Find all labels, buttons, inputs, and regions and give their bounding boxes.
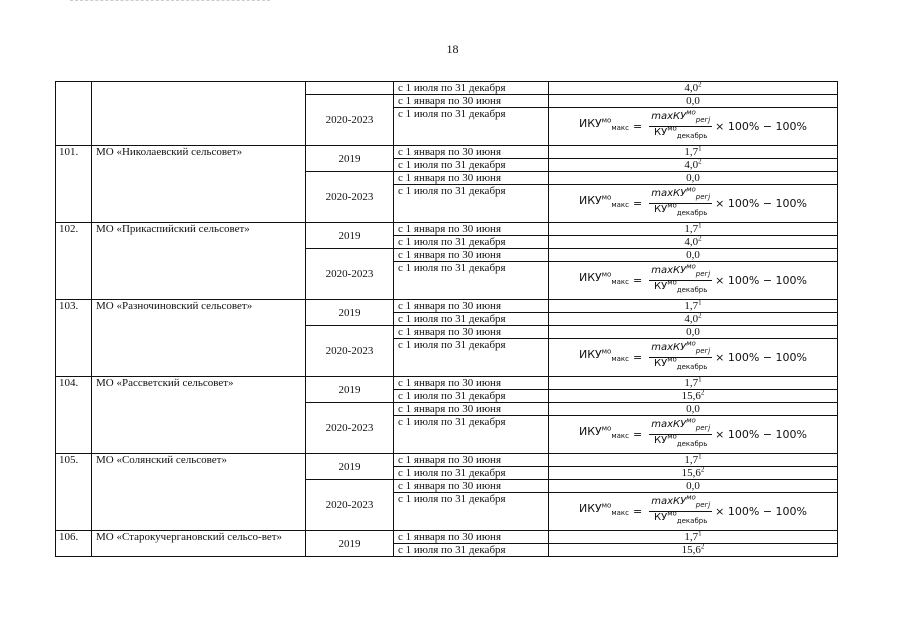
period-range: с 1 января по 30 июня [394,454,549,467]
value-text: 0,0 [686,172,700,184]
period-year: 2019 [306,454,394,480]
index-value [549,390,838,403]
period-year: 2020-2023 [306,326,394,377]
table-row [56,377,838,390]
index-formula-cell [549,493,838,531]
period-range: с 1 января по 30 июня [394,95,549,108]
period-range: с 1 июля по 31 декабря [394,236,549,249]
period-range: с 1 июля по 31 декабря [394,262,549,300]
index-value [549,531,838,544]
period-year: 2020-2023 [306,172,394,223]
municipality-name: МО «Рассветский сельсовет» [92,377,306,454]
period-range: с 1 января по 30 июня [394,172,549,185]
value-text: 0,0 [686,326,700,338]
period-range: с 1 января по 30 июня [394,146,549,159]
index-value [549,95,838,108]
value-text: 4,0 [684,313,699,325]
municipality-name [92,82,306,146]
municipality-name: МО «Разночиновский сельсовет» [92,300,306,377]
value-text: 1,7 [684,377,699,389]
index-value [549,223,838,236]
footnote-marker: 2 [700,465,705,474]
footnote-marker: 1 [698,144,702,153]
row-number: 104. [56,377,92,454]
table-row [56,146,838,159]
table-row [56,531,838,544]
period-range: с 1 января по 30 июня [394,326,549,339]
row-number [56,82,92,146]
period-range: с 1 января по 30 июня [394,249,549,262]
index-formula-cell [549,416,838,454]
period-year: 2019 [306,300,394,326]
period-range: с 1 июля по 31 декабря [394,339,549,377]
index-formula-cell [549,108,838,146]
period-year: 2019 [306,223,394,249]
municipality-name: МО «Прикаспийский сельсовет» [92,223,306,300]
period-range: с 1 января по 30 июня [394,480,549,493]
period-year: 2020-2023 [306,95,394,146]
value-text: 15,6 [681,544,701,556]
index-formula: $ИКУ^{мо}_{макс}$ = $\frac{\max КУ^{мо}_{регj}}{КУ^{мо}_{декабрь}}$ × 100% − 100% [579,493,807,525]
index-value [549,146,838,159]
period-year [306,82,394,95]
index-formula-cell [549,185,838,223]
index-formula: $ИКУ^{мо}_{макс}$ = $\frac{\max КУ^{мо}_{регj}}{КУ^{мо}_{декабрь}}$ × 100% − 100% [579,416,807,448]
period-range: с 1 июля по 31 декабря [394,82,549,95]
period-year: 2019 [306,146,394,172]
period-range: с 1 июля по 31 декабря [394,313,549,326]
index-formula: $ИКУ^{мо}_{макс}$ = $\frac{\max КУ^{мо}_{регj}}{КУ^{мо}_{декабрь}}$ × 100% − 100% [579,108,807,140]
index-value [549,300,838,313]
period-range: с 1 января по 30 июня [394,300,549,313]
scan-artifact [70,0,270,5]
row-number: 106. [56,531,92,557]
period-range: с 1 января по 30 июня [394,223,549,236]
value-text: 0,0 [686,249,700,261]
municipality-name: МО «Николаевский сельсовет» [92,146,306,223]
index-formula-cell [549,262,838,300]
value-text: 1,7 [684,223,699,235]
table-row [56,454,838,467]
value-text: 15,6 [681,467,701,479]
row-number: 102. [56,223,92,300]
footnote-marker: 1 [698,221,702,230]
index-value [549,403,838,416]
period-range: с 1 января по 30 июня [394,403,549,416]
footnote-marker: 1 [698,452,702,461]
value-text: 15,6 [681,390,701,402]
table-row [56,82,838,95]
municipality-name: МО «Старокучергановский сельсо-вет» [92,531,306,557]
table-body [56,82,838,557]
footnote-marker: 1 [698,375,702,384]
footnote-marker: 2 [700,388,705,397]
footnote-marker: 2 [700,542,705,551]
row-number: 105. [56,454,92,531]
value-text: 4,0 [684,82,699,94]
period-range: с 1 июля по 31 декабря [394,390,549,403]
index-value [549,172,838,185]
row-number: 101. [56,146,92,223]
index-formula: $ИКУ^{мо}_{макс}$ = $\frac{\max КУ^{мо}_{регj}}{КУ^{мо}_{декабрь}}$ × 100% − 100% [579,339,807,371]
index-value [549,82,838,95]
period-range: с 1 января по 30 июня [394,531,549,544]
page-number: 18 [446,42,459,56]
municipality-name: МО «Солянский сельсовет» [92,454,306,531]
value-text: 4,0 [684,236,699,248]
footnote-marker: 2 [698,80,702,89]
value-text: 4,0 [684,159,699,171]
index-value [549,159,838,172]
index-formula-cell [549,339,838,377]
footnote-marker: 2 [698,311,702,320]
period-year: 2019 [306,531,394,557]
period-range: с 1 июля по 31 декабря [394,467,549,480]
period-range: с 1 июля по 31 декабря [394,108,549,146]
period-year: 2020-2023 [306,480,394,531]
index-value [549,249,838,262]
period-range: с 1 июля по 31 декабря [394,159,549,172]
index-value [549,454,838,467]
table-row [56,300,838,313]
period-range: с 1 июля по 31 декабря [394,185,549,223]
value-text: 1,7 [684,146,699,158]
value-text: 1,7 [684,531,699,543]
index-formula: $ИКУ^{мо}_{макс}$ = $\frac{\max КУ^{мо}_{регj}}{КУ^{мо}_{декабрь}}$ × 100% − 100% [579,262,807,294]
index-value [549,480,838,493]
period-range: с 1 июля по 31 декабря [394,416,549,454]
row-number: 103. [56,300,92,377]
index-value [549,313,838,326]
value-text: 1,7 [684,454,699,466]
table-row [56,223,838,236]
period-range: с 1 января по 30 июня [394,377,549,390]
period-range: с 1 июля по 31 декабря [394,493,549,531]
value-text: 0,0 [686,95,700,107]
period-year: 2020-2023 [306,403,394,454]
footnote-marker: 2 [698,234,702,243]
index-value [549,326,838,339]
index-value [549,377,838,390]
period-year: 2020-2023 [306,249,394,300]
period-range: с 1 июля по 31 декабря [394,544,549,557]
footnote-marker: 2 [698,157,702,166]
footnote-marker: 1 [698,298,702,307]
subsidy-table [55,81,838,557]
index-value [549,467,838,480]
value-text: 0,0 [686,480,700,492]
index-value [549,544,838,557]
value-text: 1,7 [684,300,699,312]
period-year: 2019 [306,377,394,403]
index-formula: $ИКУ^{мо}_{макс}$ = $\frac{\max КУ^{мо}_{регj}}{КУ^{мо}_{декабрь}}$ × 100% − 100% [579,185,807,217]
index-value [549,236,838,249]
value-text: 0,0 [686,403,700,415]
footnote-marker: 1 [698,529,702,538]
